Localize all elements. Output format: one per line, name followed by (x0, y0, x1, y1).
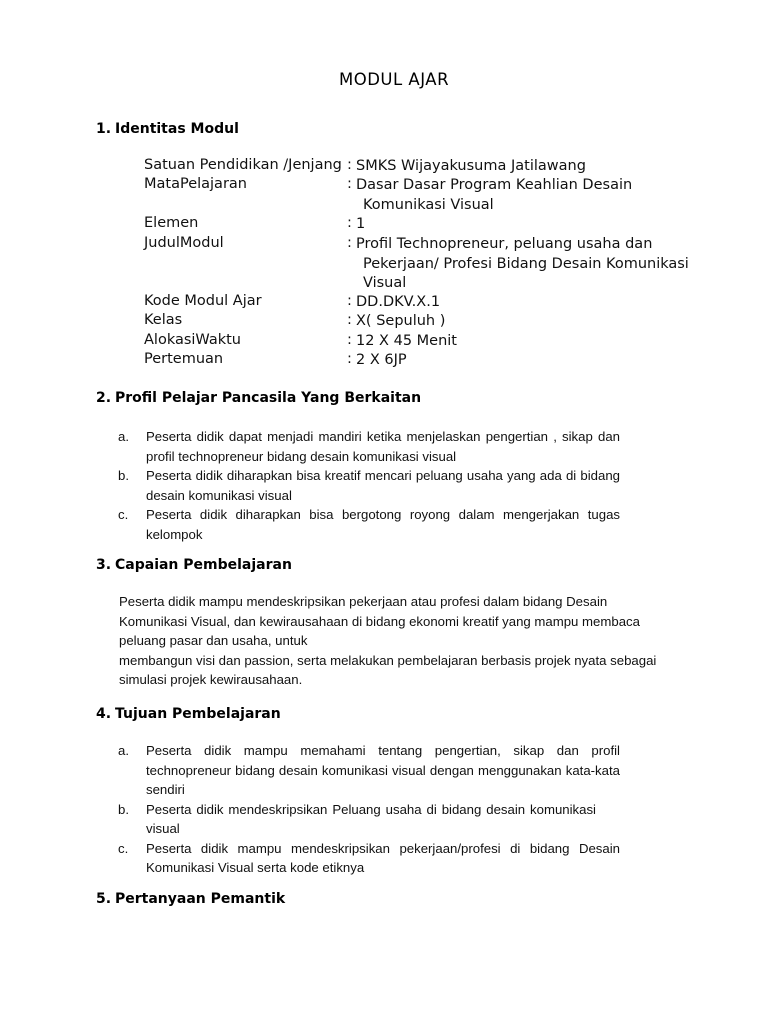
identity-colon: : (347, 157, 352, 173)
identity-colon: : (347, 351, 352, 367)
list-marker: b. (118, 468, 129, 483)
section-heading-tujuan (96, 706, 281, 722)
section-heading-profil (96, 390, 421, 406)
identity-value (356, 235, 689, 294)
section-number: 2. (96, 390, 112, 406)
list-item-text: Peserta didik mendeskripsikan Peluang usaha di bidang desain komunikasi visual (146, 801, 596, 836)
identity-label: JudulModul (144, 235, 224, 251)
identity-row (144, 351, 704, 371)
identity-value-line: Komunikasi Visual (363, 196, 494, 213)
identity-colon: : (347, 215, 352, 231)
identity-row (144, 293, 704, 313)
paragraph-line: Komunikasi Visual, dan kewirausahaan di bidang ekonomi kreatif yang mampu membaca (119, 613, 640, 629)
identity-value-line: Profil Technopreneur, peluang usaha dan (356, 236, 653, 252)
list-item (118, 427, 620, 466)
identity-value (356, 157, 586, 177)
identity-value-line: 12 X 45 Menit (356, 333, 457, 349)
list-item (118, 505, 620, 544)
section-heading-capaian (96, 557, 292, 573)
identity-row (144, 215, 704, 235)
list-marker: a. (118, 429, 129, 444)
section-number: 1. (96, 121, 112, 137)
section-number: 5. (96, 891, 112, 907)
identity-value-line: Visual (363, 275, 407, 291)
identity-label: MataPelajaran (144, 176, 247, 192)
list-item-text: Peserta didik mampu memahami tentang pengertian, sikap dan profil technopreneur bidang desain komunikasi visual dengan menggunakan kata-kata sendiri (146, 743, 620, 797)
paragraph-line: membangun visi dan passion, serta melakukan pembelajaran berbasis projek nyata sebagai (119, 652, 657, 668)
list-marker: b. (118, 801, 129, 817)
list-item (118, 800, 596, 839)
list-item-text: Peserta didik mampu mendeskripsikan pekerjaan/profesi di bidang Desain Komunikasi Visual serta kode etiknya (146, 840, 620, 875)
identity-value (356, 293, 440, 313)
profil-list (118, 427, 620, 544)
list-item-text: Peserta didik diharapkan bisa kreatif mencari peluang usaha yang ada di bidang desain komunikasi visual (146, 468, 620, 503)
identity-row (144, 312, 704, 332)
section-heading-pemantik (96, 891, 285, 907)
section-number: 4. (96, 706, 112, 722)
identity-colon: : (347, 235, 352, 251)
paragraph-line: simulasi projek kewirausahaan. (119, 672, 303, 687)
tujuan-list (118, 741, 620, 878)
section-title: Pertanyaan Pemantik (115, 891, 286, 907)
identity-value (356, 332, 457, 352)
identity-value (356, 351, 407, 371)
paragraph-line: Peserta didik mampu mendeskripsikan pekerjaan atau profesi dalam bidang Desain (119, 594, 608, 609)
list-item (118, 466, 620, 505)
identity-value-line: DD.DKV.X.1 (356, 294, 441, 310)
identity-colon: : (347, 312, 352, 328)
identity-value (356, 312, 445, 332)
section-title: Tujuan Pembelajaran (115, 706, 281, 722)
identity-value-line: 1 (356, 216, 366, 232)
capaian-paragraph (119, 592, 699, 690)
identity-value (356, 215, 365, 235)
list-marker: c. (118, 840, 129, 856)
identity-colon: : (347, 332, 352, 348)
identity-value-line: X( Sepuluh ) (356, 313, 446, 329)
section-title: Profil Pelajar Pancasila Yang Berkaitan (115, 390, 422, 406)
identity-colon: : (347, 293, 352, 309)
identity-colon: : (347, 176, 352, 192)
identity-value-line: Dasar Dasar Program Keahlian Desain (356, 177, 633, 193)
section-heading-identitas (96, 121, 239, 137)
identity-label: Kelas (144, 312, 183, 328)
section-number: 3. (96, 557, 112, 573)
identity-value-line: SMKS Wijayakusuma Jatilawang (356, 158, 586, 174)
section-title: Identitas Modul (115, 121, 239, 137)
identity-row (144, 235, 704, 291)
paragraph-line: peluang pasar dan usaha, untuk (119, 633, 308, 648)
identity-row (144, 157, 704, 177)
identity-label: Kode Modul Ajar (144, 293, 262, 309)
identity-row (144, 332, 704, 352)
identity-label: Satuan Pendidikan /Jenjang (144, 157, 342, 173)
identity-value (356, 176, 632, 215)
list-marker: a. (118, 743, 129, 758)
identity-label: Elemen (144, 215, 199, 231)
identity-value-line: Pekerjaan/ Profesi Bidang Desain Komunikasi (363, 255, 689, 272)
list-item-text: Peserta didik dapat menjadi mandiri ketika menjelaskan pengertian , sikap dan profil technopreneur bidang desain komunikasi visual (146, 429, 620, 464)
list-item (118, 741, 620, 800)
identity-label: AlokasiWaktu (144, 332, 241, 348)
list-item-text: Peserta didik diharapkan bisa bergotong royong dalam mengerjakan tugas kelompok (146, 507, 620, 542)
page-title: MODUL AJAR (338, 70, 450, 89)
list-marker: c. (118, 507, 129, 522)
identity-label: Pertemuan (144, 351, 224, 367)
list-item (118, 839, 620, 878)
identity-row (144, 176, 704, 213)
section-title: Capaian Pembelajaran (115, 557, 292, 573)
identity-value-line: 2 X 6JP (356, 352, 407, 368)
